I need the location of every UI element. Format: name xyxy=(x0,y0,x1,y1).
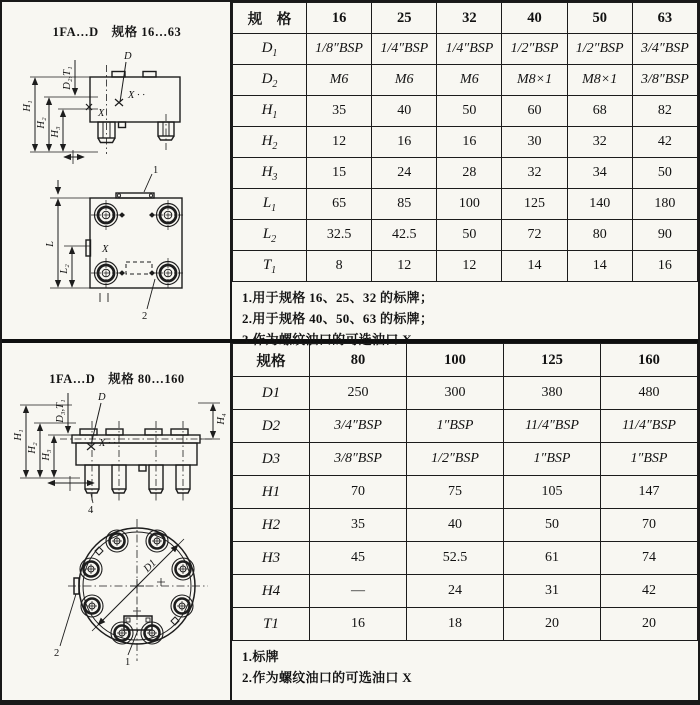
table-cell: 300 xyxy=(407,377,504,410)
flange-view xyxy=(60,519,208,661)
table-cell: 105 xyxy=(504,476,601,509)
dim-label-d2t1: D₂,T₁ xyxy=(62,66,73,90)
table-cell: 82 xyxy=(632,96,697,127)
row-label-h4 xyxy=(233,575,310,608)
table-cell: 40 xyxy=(372,96,437,127)
row-label-sub: 1 xyxy=(272,109,278,121)
row-label-base: H xyxy=(261,132,273,149)
table-cell: 16 xyxy=(437,127,502,158)
row-label-l2 xyxy=(233,220,307,251)
row-label-base: D xyxy=(261,70,273,87)
table-cell: 1″BSP xyxy=(407,410,504,443)
row-label-sub: 1 xyxy=(272,47,278,59)
table-cell: 147 xyxy=(601,476,698,509)
row-label-base: T xyxy=(262,256,272,273)
table-row xyxy=(233,34,698,65)
table-cell: 380 xyxy=(504,377,601,410)
table-cell: 100 xyxy=(437,189,502,220)
row-label-h2 xyxy=(233,509,310,542)
note-line: 2.作为螺纹油口的可选油口 X xyxy=(242,670,412,686)
spec-value: 80 xyxy=(310,344,407,377)
dimension-table-80-160 xyxy=(232,343,698,641)
table-row xyxy=(233,509,698,542)
table-cell: M6 xyxy=(307,65,372,96)
table-cell: M6 xyxy=(437,65,502,96)
table-row xyxy=(233,443,698,476)
table-cell: 32.5 xyxy=(307,220,372,251)
table-cell: 140 xyxy=(567,189,632,220)
table-cell: 480 xyxy=(601,377,698,410)
table-cell: 24 xyxy=(372,158,437,189)
row-label-d2 xyxy=(233,65,307,96)
row-label-base: H3 xyxy=(261,549,281,566)
table-cell: 50 xyxy=(437,220,502,251)
table-cell: 32 xyxy=(567,127,632,158)
row-label-base: D2 xyxy=(261,417,281,434)
table-cell: 12 xyxy=(307,127,372,158)
table-cell: 1/4″BSP xyxy=(372,34,437,65)
table-row xyxy=(233,608,698,641)
row-label-h2 xyxy=(233,127,307,158)
table-cell: 40 xyxy=(407,509,504,542)
table-cell: 15 xyxy=(307,158,372,189)
row-label-base: T1 xyxy=(263,615,279,632)
spec-value: 32 xyxy=(437,3,502,34)
row-label-base: D xyxy=(261,39,273,56)
dim-label-h3: H₃ xyxy=(50,126,61,138)
row-label-l1 xyxy=(233,189,307,220)
dim-label-h2: H₂ xyxy=(27,442,38,454)
callout-2: 2 xyxy=(54,648,60,659)
note-line: 1.用于规格 16、25、32 的标牌； xyxy=(242,290,434,305)
table-cell: 16 xyxy=(310,608,407,641)
table-row xyxy=(233,410,698,443)
table-cell: 14 xyxy=(502,251,567,282)
table-cell: 42 xyxy=(632,127,697,158)
table-cell: 34 xyxy=(567,158,632,189)
table-cell: 52.5 xyxy=(407,542,504,575)
row-label-t1 xyxy=(233,251,307,282)
table-cell: 74 xyxy=(601,542,698,575)
table-row xyxy=(233,96,698,127)
row-label-base: L xyxy=(262,225,272,242)
spec-value: 100 xyxy=(407,344,504,377)
dim-label-h1: H₁ xyxy=(13,429,24,441)
table-cell: 14 xyxy=(567,251,632,282)
table-panel-80-160 xyxy=(232,343,698,700)
table-cell: 3/8″BSP xyxy=(310,443,407,476)
table-cell: 11/4″BSP xyxy=(601,410,698,443)
table-cell: 72 xyxy=(502,220,567,251)
table-row xyxy=(233,158,698,189)
table-row xyxy=(233,189,698,220)
row-label-d1 xyxy=(233,377,310,410)
dim-label-d: D xyxy=(124,51,132,62)
dim-label-4: 4 xyxy=(88,505,94,516)
table-cell: 11/4″BSP xyxy=(504,410,601,443)
dim-label-l: L xyxy=(45,241,56,247)
table-cell: 8 xyxy=(307,251,372,282)
dim-label-h3: H₃ xyxy=(41,449,52,461)
row-label-h1 xyxy=(233,96,307,127)
table-row xyxy=(233,65,698,96)
row-label-sub: 1 xyxy=(271,202,277,214)
table-cell: 61 xyxy=(504,542,601,575)
spec-header: 规 格 xyxy=(233,3,307,34)
dim-label-h1: H₁ xyxy=(22,100,33,112)
table-cell: 35 xyxy=(307,96,372,127)
table-cell: 68 xyxy=(567,96,632,127)
table-cell: 50 xyxy=(632,158,697,189)
table-cell: — xyxy=(310,575,407,608)
side-view xyxy=(20,393,220,503)
table-cell: M8×1 xyxy=(502,65,567,96)
table-cell: 20 xyxy=(601,608,698,641)
table-cell: 1″BSP xyxy=(601,443,698,476)
table-row xyxy=(233,3,698,34)
table-row xyxy=(233,542,698,575)
notes-80-160 xyxy=(232,641,698,700)
table-cell: 42.5 xyxy=(372,220,437,251)
table-cell: 3/4″BSP xyxy=(632,34,697,65)
table-cell: M6 xyxy=(372,65,437,96)
table-cell: 75 xyxy=(407,476,504,509)
table-row xyxy=(233,251,698,282)
side-view xyxy=(30,60,180,164)
table-row xyxy=(233,476,698,509)
technical-drawing-16-63 xyxy=(2,2,232,339)
row-label-base: H4 xyxy=(261,582,281,599)
row-label-h3 xyxy=(233,542,310,575)
spec-value: 125 xyxy=(504,344,601,377)
drawing-panel-16-63 xyxy=(2,2,232,339)
spec-value: 63 xyxy=(632,3,697,34)
table-row xyxy=(233,344,698,377)
table-cell: 1/2″BSP xyxy=(502,34,567,65)
table-cell: 1″BSP xyxy=(504,443,601,476)
dimension-table-16-63 xyxy=(232,2,698,282)
table-cell: M8×1 xyxy=(567,65,632,96)
table-cell: 180 xyxy=(632,189,697,220)
dim-label-d1: D1 xyxy=(141,557,159,575)
table-cell: 3/4″BSP xyxy=(310,410,407,443)
row-label-base: D1 xyxy=(261,384,281,401)
spec-value: 40 xyxy=(502,3,567,34)
table-cell: 1/2″BSP xyxy=(567,34,632,65)
note-line: 2.用于规格 40、50、63 的标牌； xyxy=(242,311,434,327)
row-label-sub: 2 xyxy=(272,78,278,90)
row-label-sub: 2 xyxy=(271,233,277,245)
table-row xyxy=(233,127,698,158)
section-80-160 xyxy=(2,343,698,700)
table-cell: 30 xyxy=(502,127,567,158)
table-cell: 3/8″BSP xyxy=(632,65,697,96)
table-cell: 60 xyxy=(502,96,567,127)
technical-drawing-80-160 xyxy=(2,343,232,700)
row-label-t1 xyxy=(233,608,310,641)
note-line: 1.标牌 xyxy=(242,649,279,664)
table-cell: 50 xyxy=(437,96,502,127)
spec-value: 25 xyxy=(372,3,437,34)
table-cell: 32 xyxy=(502,158,567,189)
table-cell: 80 xyxy=(567,220,632,251)
table-cell: 70 xyxy=(601,509,698,542)
row-label-base: D3 xyxy=(261,450,281,467)
table-cell: 28 xyxy=(437,158,502,189)
row-label-sub: 3 xyxy=(272,171,278,183)
row-label-base: H xyxy=(261,101,273,118)
table-cell: 65 xyxy=(307,189,372,220)
table-row xyxy=(233,575,698,608)
table-row xyxy=(233,220,698,251)
callout-1: 1 xyxy=(125,657,131,668)
plan-view xyxy=(50,174,183,309)
table-cell: 35 xyxy=(310,509,407,542)
row-label-sub: 2 xyxy=(272,140,278,152)
table-cell: 70 xyxy=(310,476,407,509)
row-label-base: H1 xyxy=(261,483,281,500)
table-cell: 1/2″BSP xyxy=(407,443,504,476)
spec-value: 50 xyxy=(567,3,632,34)
port-label-x: X ∙ ∙ xyxy=(99,438,116,449)
table-cell: 125 xyxy=(502,189,567,220)
table-cell: 20 xyxy=(504,608,601,641)
table-cell: 50 xyxy=(504,509,601,542)
row-label-base: H xyxy=(261,163,273,180)
table-cell: 31 xyxy=(504,575,601,608)
row-label-d2 xyxy=(233,410,310,443)
drawing-title: 1FA…D 规格 80…160 xyxy=(49,372,185,386)
plan-label-x: X xyxy=(102,244,109,255)
drawing-panel-80-160 xyxy=(2,343,232,700)
dim-label-h2: H₂ xyxy=(36,117,47,129)
callout-1: 1 xyxy=(153,165,159,176)
row-label-h1 xyxy=(233,476,310,509)
row-label-sub: 1 xyxy=(271,264,277,276)
row-label-base: L xyxy=(262,194,272,211)
callout-2: 2 xyxy=(142,311,148,322)
table-cell: 16 xyxy=(632,251,697,282)
dim-label-l2: L₂ xyxy=(59,264,70,274)
row-label-h3 xyxy=(233,158,307,189)
table-cell: 1/4″BSP xyxy=(437,34,502,65)
notes-16-63 xyxy=(232,282,698,350)
section-16-63 xyxy=(2,2,698,348)
table-cell: 85 xyxy=(372,189,437,220)
port-label-x: X ∙ ∙ xyxy=(128,90,145,101)
spec-header: 规格 xyxy=(233,344,310,377)
dim-label-d3t1: D₃,T₁ xyxy=(55,399,66,423)
drawing-title: 1FA…D 规格 16…63 xyxy=(52,25,182,39)
dim-label-d: D xyxy=(98,392,106,403)
table-cell: 90 xyxy=(632,220,697,251)
dim-label-h4: H₄ xyxy=(216,413,227,425)
table-cell: 16 xyxy=(372,127,437,158)
spec-value: 16 xyxy=(307,3,372,34)
row-label-base: H2 xyxy=(261,516,281,533)
note-line: 3.作为螺纹油口的可选油口 X xyxy=(242,332,412,348)
table-cell: 45 xyxy=(310,542,407,575)
table-cell: 24 xyxy=(407,575,504,608)
spec-value: 160 xyxy=(601,344,698,377)
table-cell: 12 xyxy=(372,251,437,282)
row-label-d3 xyxy=(233,443,310,476)
port-label-x-side: X xyxy=(98,108,105,119)
row-label-d1 xyxy=(233,34,307,65)
table-cell: 12 xyxy=(437,251,502,282)
table-row xyxy=(233,377,698,410)
table-panel-16-63 xyxy=(232,2,698,348)
table-cell: 18 xyxy=(407,608,504,641)
table-cell: 42 xyxy=(601,575,698,608)
table-cell: 1/8″BSP xyxy=(307,34,372,65)
table-cell: 250 xyxy=(310,377,407,410)
